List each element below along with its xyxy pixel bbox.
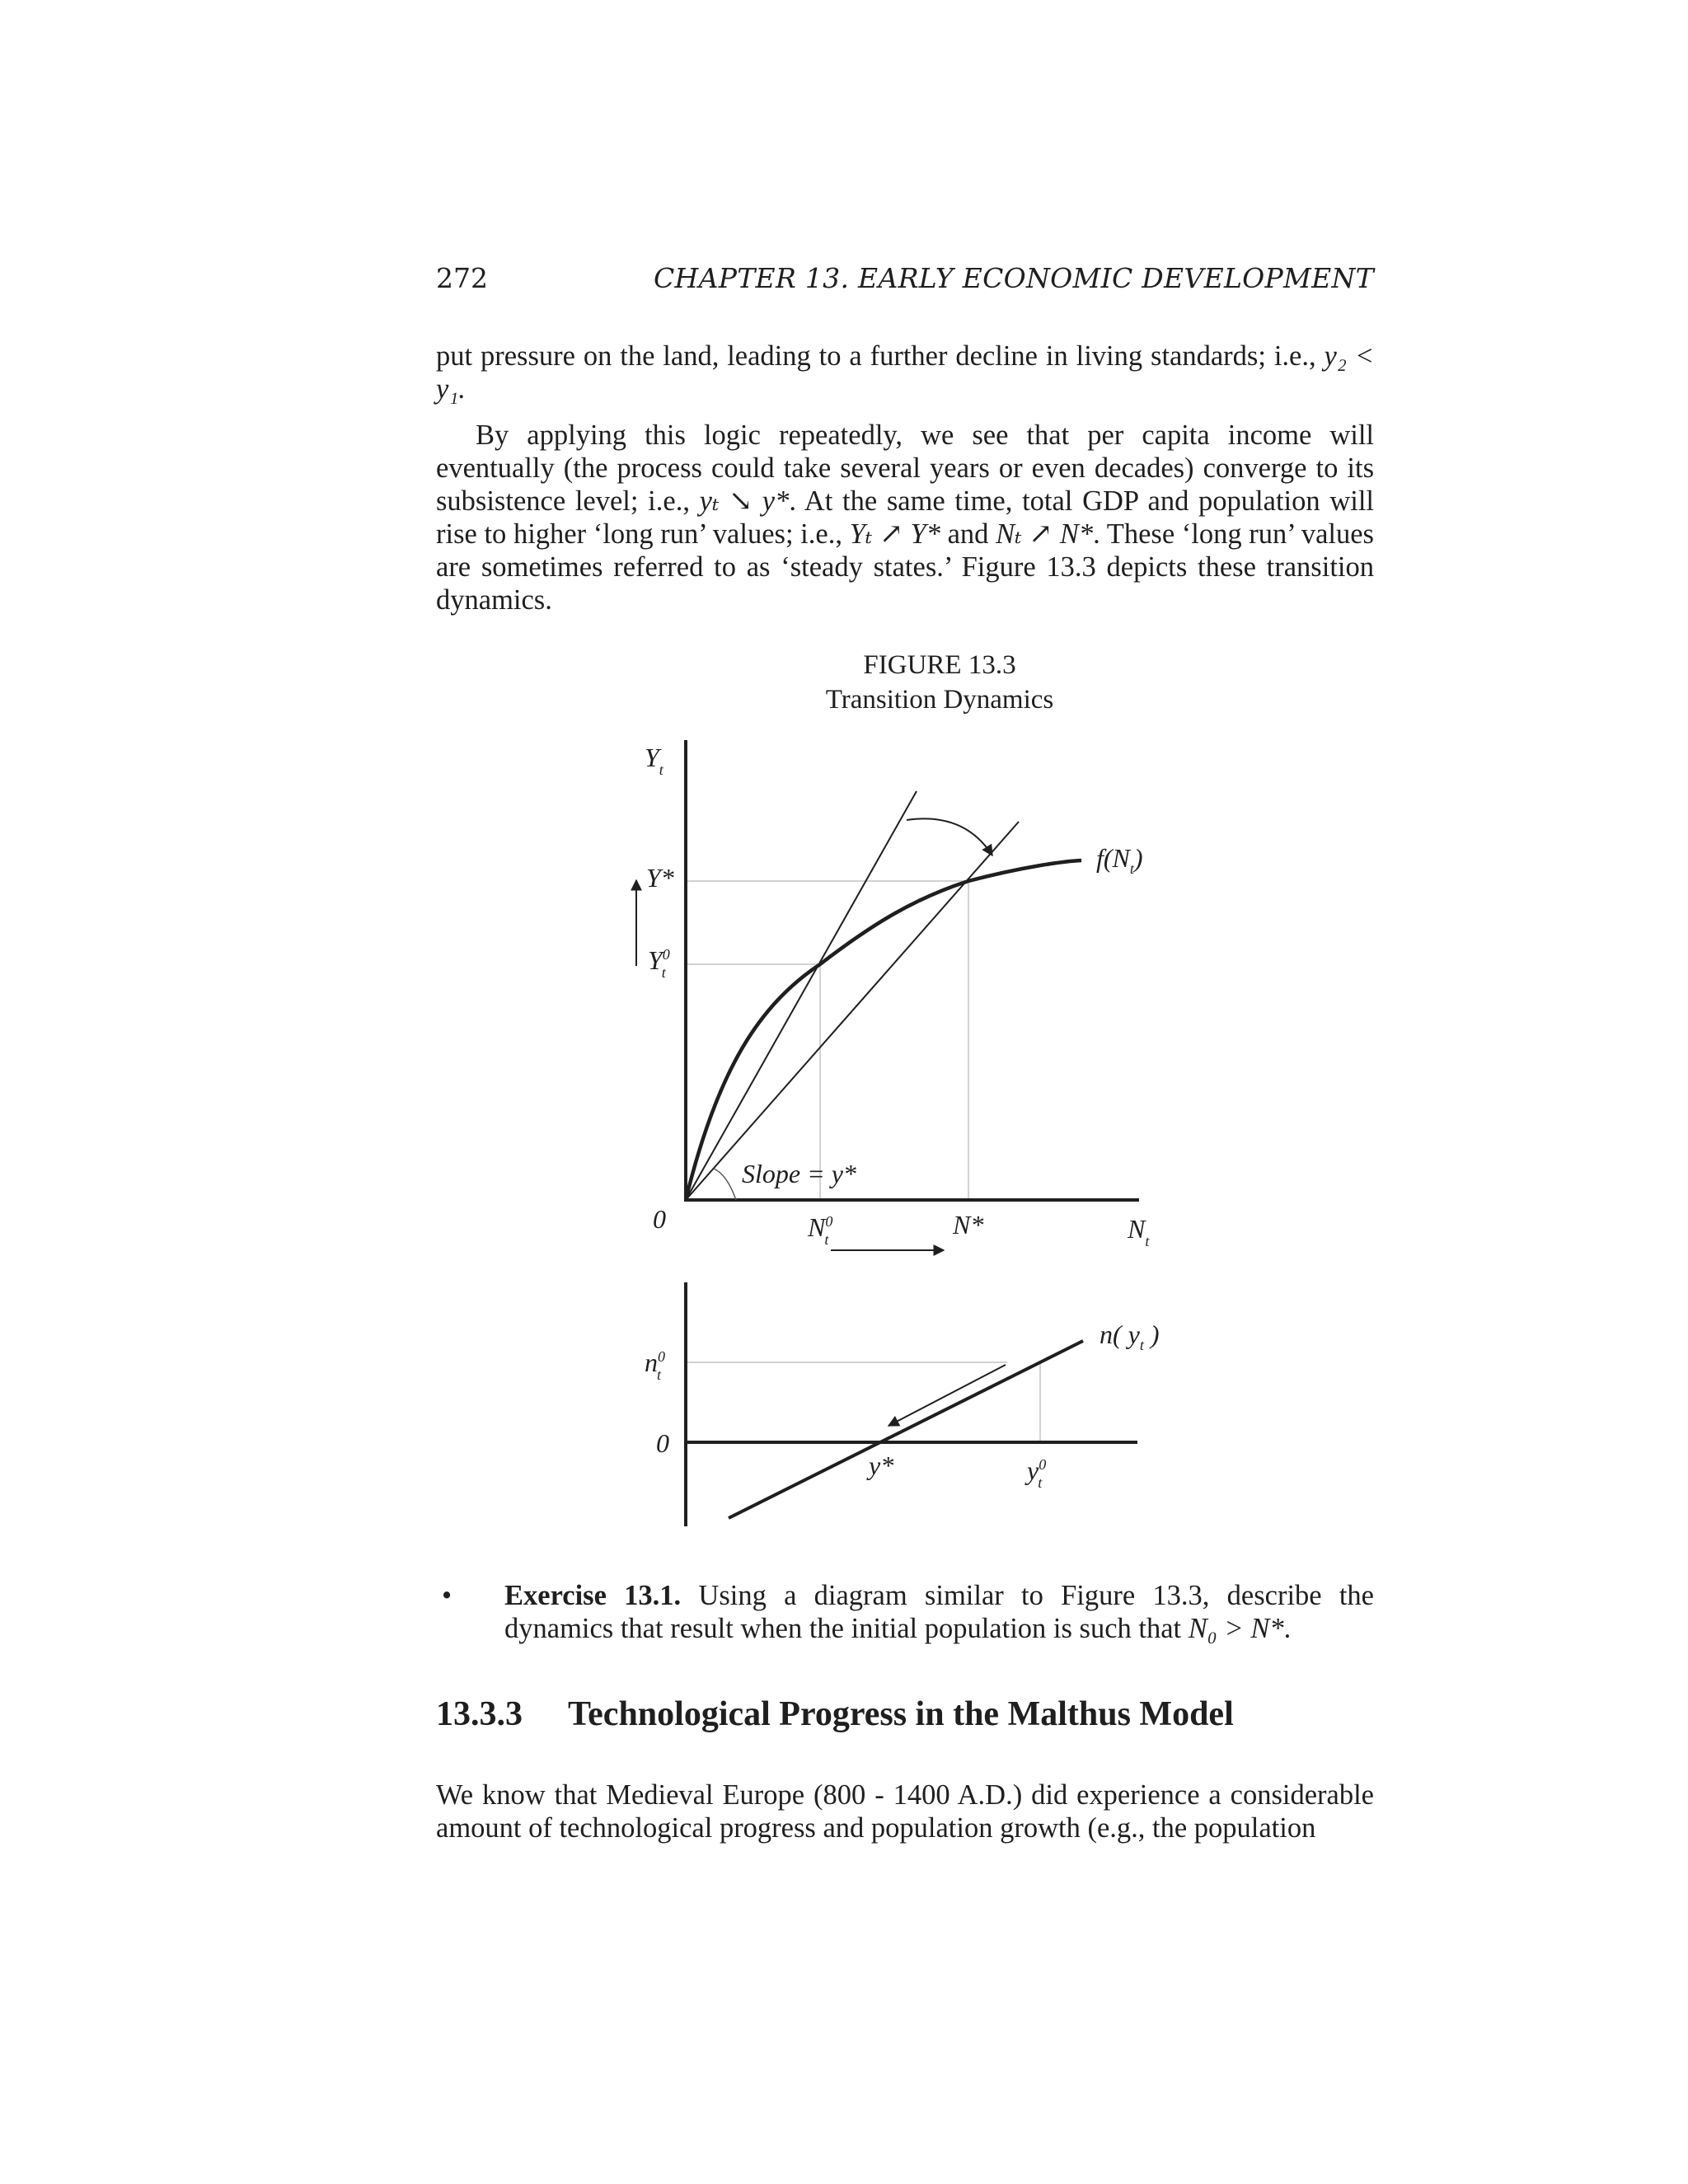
exercise-label: Exercise 13.1. <box>504 1580 682 1611</box>
section-heading <box>436 1693 1374 1736</box>
paragraph-technological-progress: We know that Medieval Europe (800 - 1400 A.D.) did experience a considerable amount of technological progress and population growth (e.g., the population <box>436 1779 1374 1844</box>
section-number: 13.3.3 <box>436 1695 523 1733</box>
y-star-label: y* <box>869 1451 894 1480</box>
ray-initial <box>686 791 917 1200</box>
y-axis-label: $Y_t$ <box>645 743 663 778</box>
zero-label: 0 <box>656 1428 669 1458</box>
exercise-item <box>442 1579 1374 1645</box>
x-axis-label: $N_t$ <box>1128 1214 1150 1249</box>
y0-label: $Y^0$ t <box>648 945 670 981</box>
math-inline: Nₜ ↗ N* <box>996 518 1094 550</box>
n-star-label: N* <box>953 1210 984 1240</box>
exercise-body: Using a diagram similar to Figure 13.3, describe the dynamics that result when the initial population is such that <box>504 1580 1374 1644</box>
figure-title: Transition Dynamics <box>825 685 1054 715</box>
section-title: Technological Progress in the Malthus Model <box>568 1695 1234 1733</box>
paragraph-text: put pressure on the land, leading to a further decline in living standards; i.e., <box>436 340 1325 372</box>
curve-label: $f(N_t)$ <box>1096 843 1143 877</box>
paragraph-text: and <box>940 518 996 550</box>
exercise-text <box>473 1579 1374 1645</box>
convergence-arrow <box>889 1365 1006 1426</box>
paragraph-text: . At the same time, total GDP and population will rise to higher ‘long run’ values; i.e., <box>436 485 1374 550</box>
population-growth-line <box>729 1341 1083 1518</box>
figure-number: FIGURE 13.3 <box>863 650 1016 680</box>
slope-arc <box>714 1169 736 1200</box>
rotation-arrow <box>907 818 992 855</box>
paragraph-text: By applying this logic repeatedly, we see that per capita income will eventually (the process could take several years or even decades) converge to its subsistence level; i.e., <box>436 419 1374 517</box>
math-inline: Yₜ ↗ Y* <box>849 518 940 550</box>
slope-label: Slope = y* <box>742 1159 856 1188</box>
line-label: n( $y_t$ ) <box>1100 1319 1160 1353</box>
origin-label: 0 <box>653 1204 666 1234</box>
bullet-icon: • <box>442 1580 452 1611</box>
page-number: 272 <box>436 262 488 294</box>
math-inline: y₂ < y₁. <box>436 340 1374 405</box>
math-inline: N₀ > N* <box>1188 1613 1284 1644</box>
y-star-label: Y* <box>646 863 674 893</box>
production-curve-f <box>686 860 1081 1200</box>
n0-label: $N^0$ t <box>808 1212 833 1248</box>
exercise-body-end: . <box>1283 1613 1292 1644</box>
y0-label: $y^0$ t <box>1027 1455 1047 1491</box>
bottom-panel <box>645 1282 1160 1526</box>
math-inline: yₜ ↘ y* <box>699 485 790 517</box>
running-head: CHAPTER 13. EARLY ECONOMIC DEVELOPMENT <box>653 262 1374 294</box>
paragraph-text: . These ‘long run’ values are sometimes referred to as ‘steady states.’ Figure 13.3 depicts these transition dynamics. <box>436 518 1374 616</box>
n0-label: $n^0$ t <box>645 1347 665 1383</box>
top-panel <box>636 740 1150 1250</box>
